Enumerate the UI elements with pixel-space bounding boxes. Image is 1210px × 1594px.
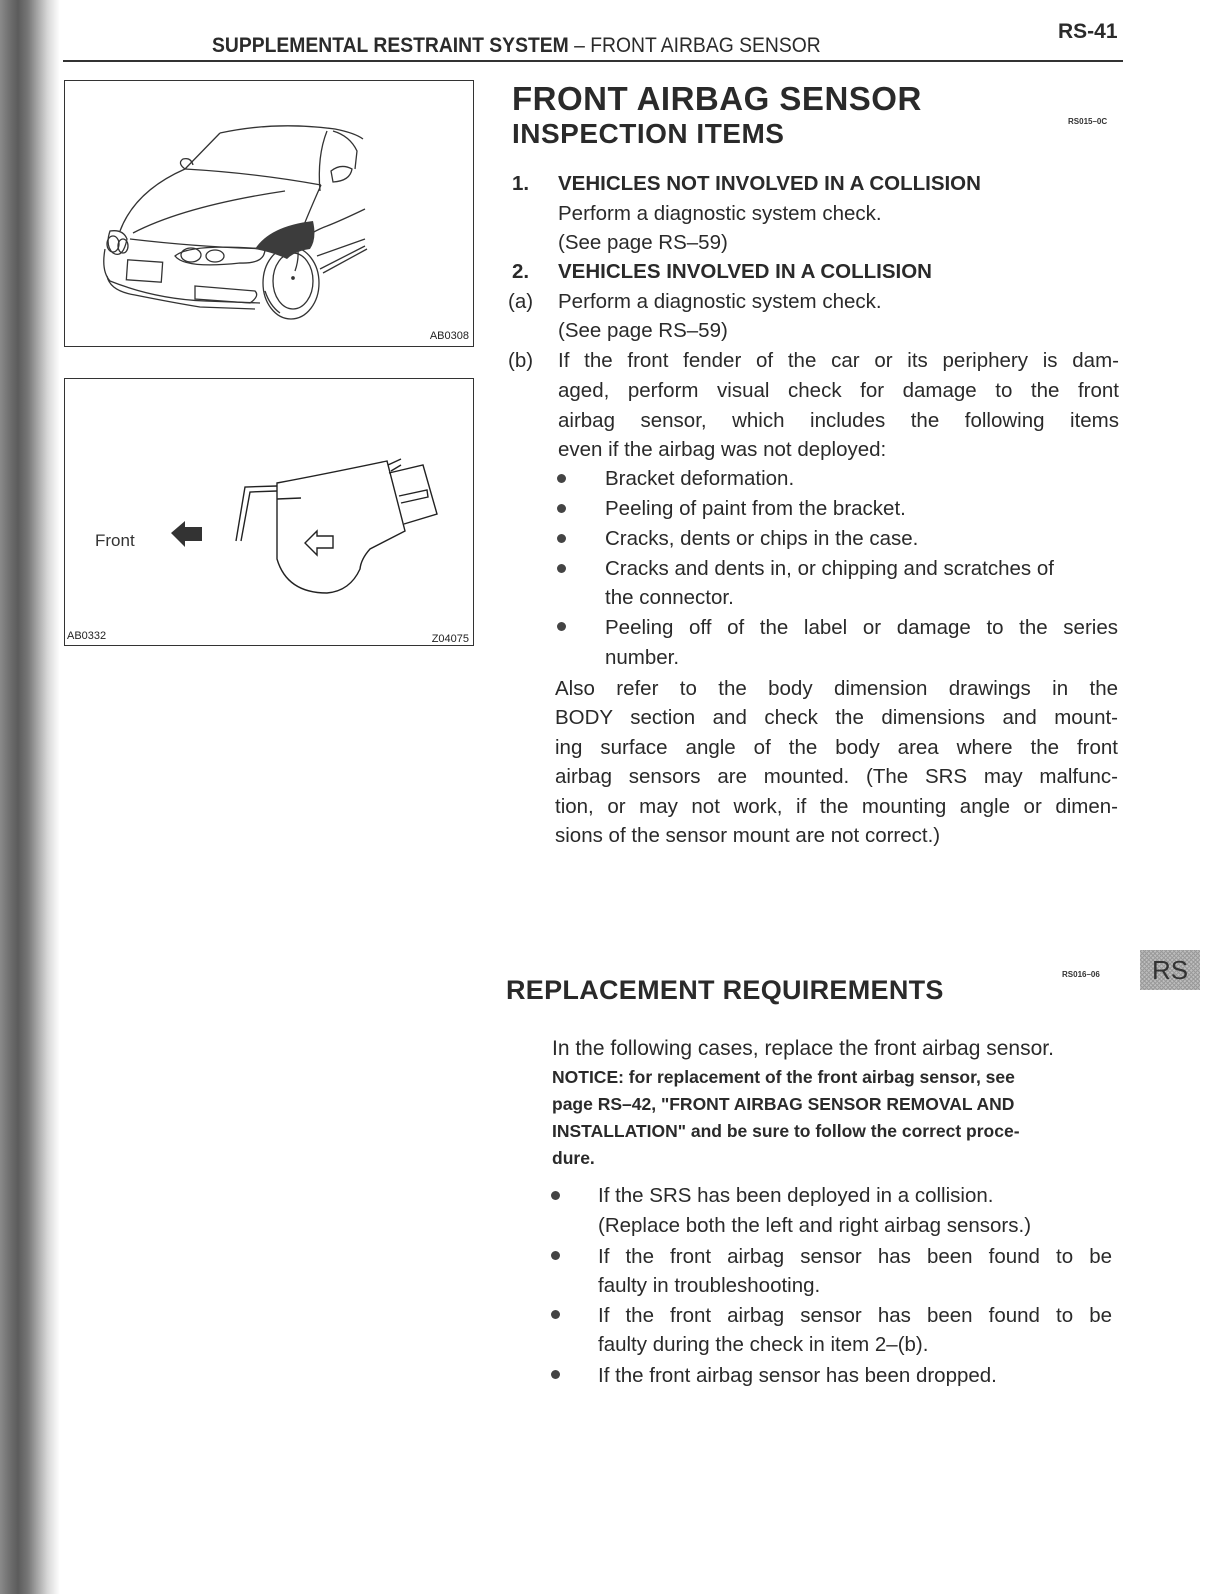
inspection-bullet: Cracks and dents in, or chipping and scratches of bbox=[605, 557, 1054, 580]
bullet-icon bbox=[557, 622, 566, 631]
bullet-icon bbox=[551, 1251, 560, 1260]
notice-line: page RS–42, "FRONT AIRBAG SENSOR REMOVAL AND bbox=[552, 1094, 1015, 1114]
replacement-intro: In the following cases, replace the front airbag sensor. bbox=[552, 1037, 1054, 1060]
airbag-sensor-illustration bbox=[65, 379, 473, 645]
also-line: BODY section and check the dimensions and mount- bbox=[555, 706, 1118, 729]
replacement-bullet: If the front airbag sensor has been dropped. bbox=[598, 1364, 997, 1387]
replacement-ref-code: RS016–06 bbox=[1062, 970, 1100, 979]
figure-code: AB0308 bbox=[429, 330, 469, 342]
item2a-line: Perform a diagnostic system check. bbox=[558, 290, 882, 313]
item1-number: 1. bbox=[512, 172, 530, 195]
replacement-bullet: If the SRS has been deployed in a collision. bbox=[598, 1184, 994, 1207]
running-header bbox=[212, 34, 821, 58]
also-line: ing surface angle of the body area where the front bbox=[555, 736, 1118, 759]
item2b-line: If the front fender of the car or its periphery is dam- bbox=[558, 349, 1119, 372]
inspection-ref-code: RS015–0C bbox=[1068, 117, 1108, 126]
also-line: sions of the sensor mount are not correct.) bbox=[555, 824, 941, 847]
inspection-bullet-cont: the connector. bbox=[605, 586, 734, 609]
bullet-icon bbox=[551, 1310, 560, 1319]
inspection-bullet-cont: number. bbox=[605, 646, 680, 669]
replacement-bullet-cont: faulty during the check in item 2–(b). bbox=[598, 1333, 929, 1356]
item1-heading: VEHICLES NOT INVOLVED IN A COLLISION bbox=[558, 172, 981, 195]
item1-line: Perform a diagnostic system check. bbox=[558, 202, 882, 225]
page-title: FRONT AIRBAG SENSOR bbox=[512, 80, 922, 117]
header-rule bbox=[63, 60, 1123, 62]
also-line: Also refer to the body dimension drawings in the bbox=[555, 677, 1118, 700]
page-number: RS-41 bbox=[1058, 20, 1118, 43]
bullet-icon bbox=[551, 1370, 560, 1379]
inspection-heading: INSPECTION ITEMS bbox=[512, 118, 785, 149]
front-label: Front bbox=[95, 531, 135, 550]
item2a-marker: (a) bbox=[508, 290, 534, 313]
header-separator: – bbox=[568, 34, 591, 57]
replacement-bullet-cont: faulty in troubleshooting. bbox=[598, 1274, 821, 1297]
item2b-line: aged, perform visual check for damage to the front bbox=[558, 379, 1119, 402]
replacement-bullet: If the front airbag sensor has been found to be bbox=[598, 1245, 1112, 1268]
item2b-line: airbag sensor, which includes the following items bbox=[558, 409, 1119, 432]
also-line: airbag sensors are mounted. (The SRS may malfunc- bbox=[555, 765, 1118, 788]
figure-code-left: AB0332 bbox=[67, 630, 107, 642]
item2b-line: even if the airbag was not deployed: bbox=[558, 438, 887, 461]
bullet-icon bbox=[557, 504, 566, 513]
inspection-bullet: Bracket deformation. bbox=[605, 467, 795, 490]
item2b-marker: (b) bbox=[508, 349, 534, 372]
bullet-icon bbox=[557, 474, 566, 483]
header-section: SUPPLEMENTAL RESTRAINT SYSTEM bbox=[212, 34, 569, 57]
item2-number: 2. bbox=[512, 260, 530, 283]
inspection-bullet: Cracks, dents or chips in the case. bbox=[605, 527, 919, 550]
notice-line: INSTALLATION" and be sure to follow the correct proce- bbox=[552, 1121, 1020, 1141]
also-line: tion, or may not work, if the mounting angle or dimen- bbox=[555, 795, 1118, 818]
item2a-line: (See page RS–59) bbox=[558, 319, 728, 342]
car-front-fender-illustration bbox=[65, 81, 473, 346]
bullet-icon bbox=[557, 534, 566, 543]
section-tab-rs: RS bbox=[1140, 950, 1200, 990]
figure-sensor bbox=[64, 378, 474, 646]
figure-car bbox=[64, 80, 474, 347]
item2-heading: VEHICLES INVOLVED IN A COLLISION bbox=[558, 260, 932, 283]
bullet-icon bbox=[557, 564, 566, 573]
replacement-bullet: If the front airbag sensor has been found to be bbox=[598, 1304, 1112, 1327]
inspection-bullet: Peeling off of the label or damage to the series bbox=[605, 616, 1118, 639]
item1-line: (See page RS–59) bbox=[558, 231, 728, 254]
page-binding-shadow bbox=[0, 0, 60, 1594]
replacement-heading: REPLACEMENT REQUIREMENTS bbox=[506, 975, 944, 1005]
notice-line: dure. bbox=[552, 1148, 595, 1168]
replacement-bullet-cont: (Replace both the left and right airbag sensors.) bbox=[598, 1214, 1032, 1237]
inspection-bullet: Peeling of paint from the bracket. bbox=[605, 497, 906, 520]
notice-line: NOTICE: for replacement of the front airbag sensor, see bbox=[552, 1067, 1015, 1087]
figure-code-right: Z04075 bbox=[431, 633, 469, 645]
header-topic: FRONT AIRBAG SENSOR bbox=[590, 34, 821, 57]
bullet-icon bbox=[551, 1191, 560, 1200]
